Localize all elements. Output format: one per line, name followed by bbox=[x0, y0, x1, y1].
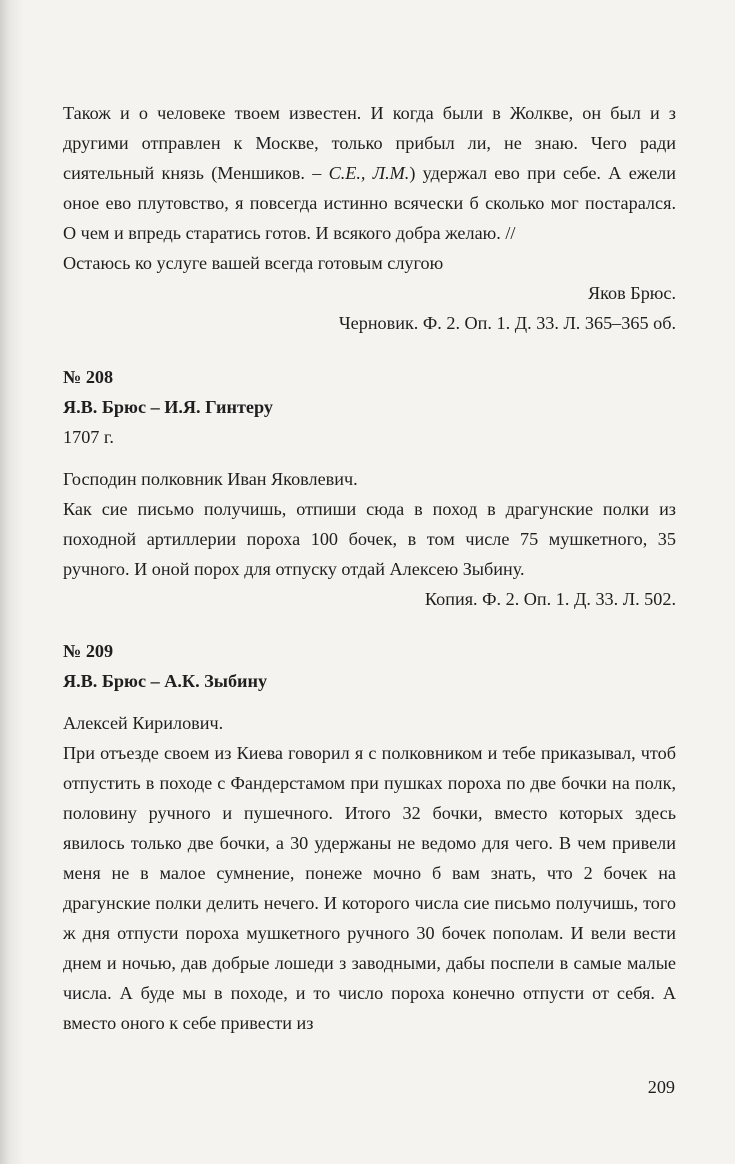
letter-body: При отъезде своем из Киева говорил я с полковником и тебе приказывал, чтоб отпустить в походе с Фандерстамом при пушках пороха по две бочки на полк, половину ручного и пушечного. Итого 32 бочки, вместо которых здесь явилось только две бочки, а 30 удержаны не ведомо для чего. В чем привели меня не в малое сумнение, понеже мочно б вам знать, что 2 бочек на драгунские полки делить нечего. И которого числа сие письмо получишь, того ж дня отпусти пороха мушкетного ручного 30 бочек пополам. И вели вести днем и ночью, дав добрые лошеди з заводными, дабы поспели в самые малые числа. А буде мы в походе, и то число пороха конечно отпусти от себя. А вместо оного к себе привести из bbox=[63, 743, 676, 1033]
letter-body: Как сие письмо получишь, отпиши сюда в поход в драгунские полки из походной артиллерии пороха 100 бочек, в том числе 75 мушкетного, 35 ручного. И оной порох для отпуску отдай Алексею Зыбину. bbox=[63, 499, 676, 579]
document-number: № 208 bbox=[63, 367, 114, 387]
closing-line: Остаюсь ко услуге вашей всегда готовым слугою bbox=[63, 253, 444, 273]
document-title: Я.В. Брюс – А.К. Зыбину bbox=[63, 671, 268, 691]
source-citation: Копия. Ф. 2. Оп. 1. Д. 33. Л. 502. bbox=[424, 589, 676, 609]
paragraph-text-part: Також и о человеке твоем известен. И когда были в Жолкве, он был и з другими отправлен к Москве, только прибыл ли, не знаю. Чего ради сиятельный князь (Меншиков. – bbox=[63, 103, 676, 183]
salutation: Алексей Кирилович. bbox=[63, 713, 224, 733]
document-number: № 209 bbox=[63, 641, 114, 661]
signature: Яков Брюс. bbox=[587, 283, 676, 303]
document-date: 1707 г. bbox=[63, 427, 114, 447]
source-citation: Черновик. Ф. 2. Оп. 1. Д. 33. Л. 365–365 об. bbox=[338, 313, 676, 333]
salutation: Господин полковник Иван Яковлевич. bbox=[63, 469, 358, 489]
page-number: 209 bbox=[647, 1077, 675, 1097]
page-content bbox=[63, 98, 676, 1038]
paragraph-text-part: ) удержал ево при себе. А ежели оное ево плутовство, я повсегда истинно всячески б сколько мог постарался. О чем и впредь старатись готов. И всякого добра желаю. // bbox=[63, 163, 676, 243]
editor-note: С.Е., Л.М. bbox=[328, 163, 410, 183]
document-title: Я.В. Брюс – И.Я. Гинтеру bbox=[63, 397, 273, 417]
continuation-paragraph bbox=[63, 98, 676, 248]
